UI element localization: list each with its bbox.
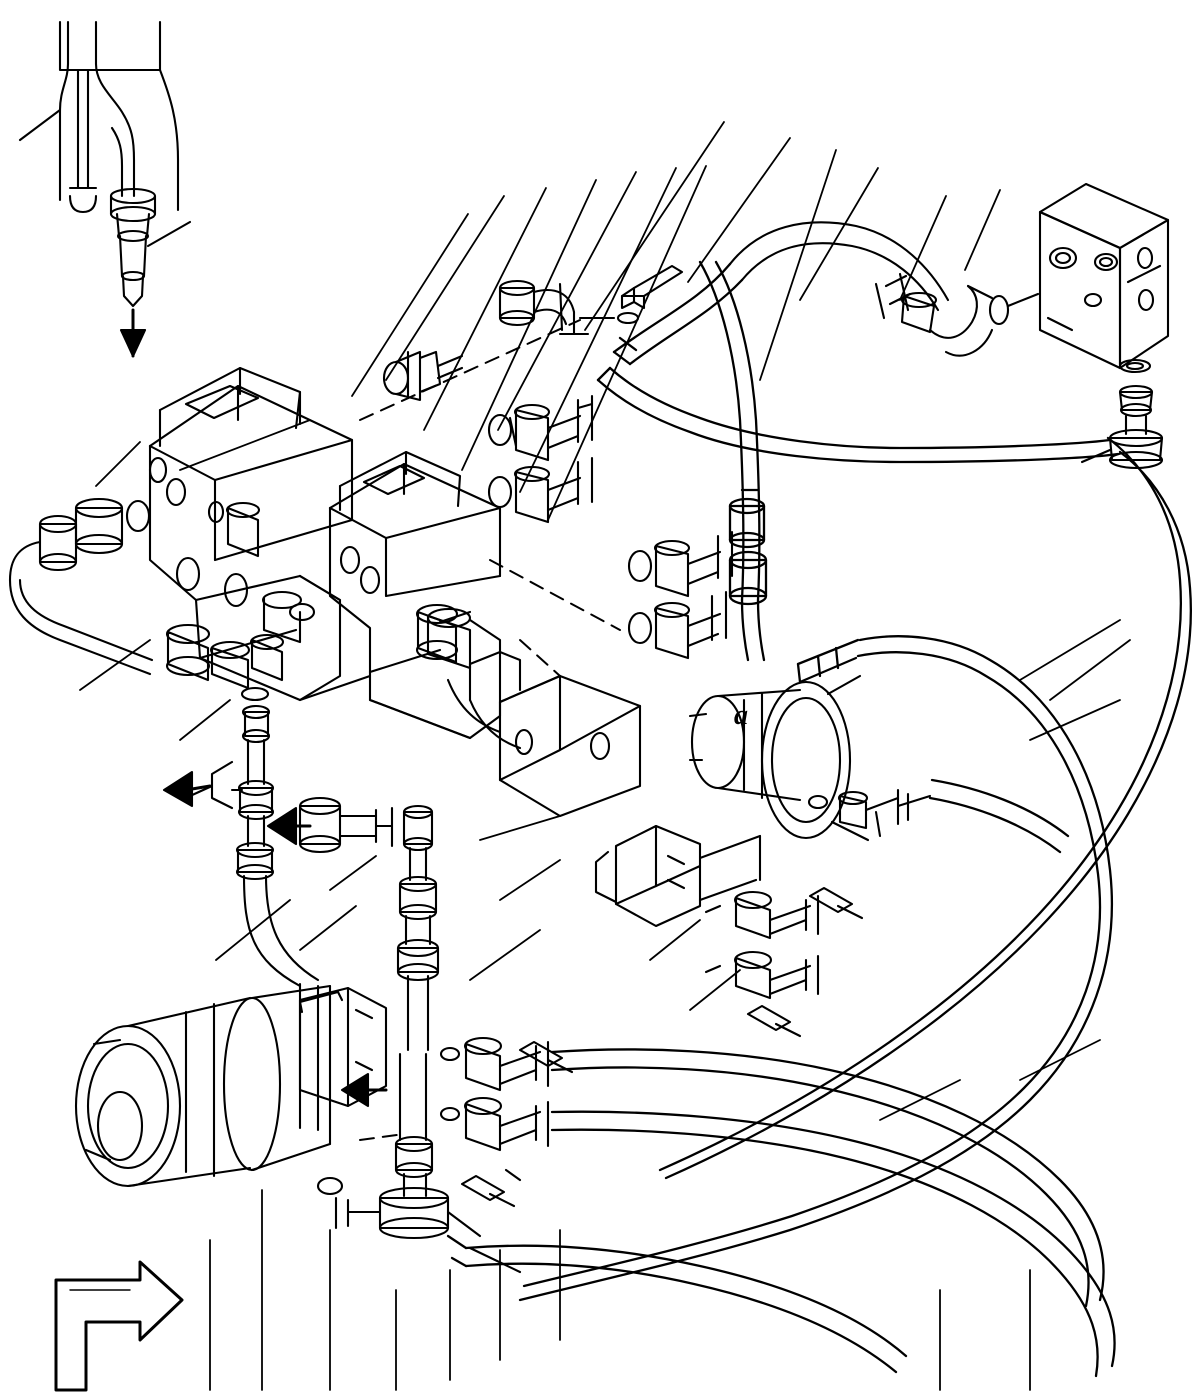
gear-pump xyxy=(428,609,640,816)
detail-inset-top-left xyxy=(20,22,190,356)
control-valve-block xyxy=(1040,184,1168,368)
travel-motor-left xyxy=(76,984,386,1186)
hose-top-right xyxy=(730,222,1038,355)
view-direction-arrow xyxy=(56,1262,182,1390)
fitting-group-right-motor xyxy=(706,790,930,1036)
hydraulic-pump-main xyxy=(150,368,352,700)
fitting-column-left xyxy=(190,688,318,986)
callout-a: a xyxy=(734,700,748,731)
bolt-group xyxy=(618,266,682,323)
hose-assembly-group xyxy=(448,262,1191,1376)
fitting-stack-right xyxy=(1082,360,1162,468)
fitting-group-left-motor xyxy=(441,1038,572,1206)
